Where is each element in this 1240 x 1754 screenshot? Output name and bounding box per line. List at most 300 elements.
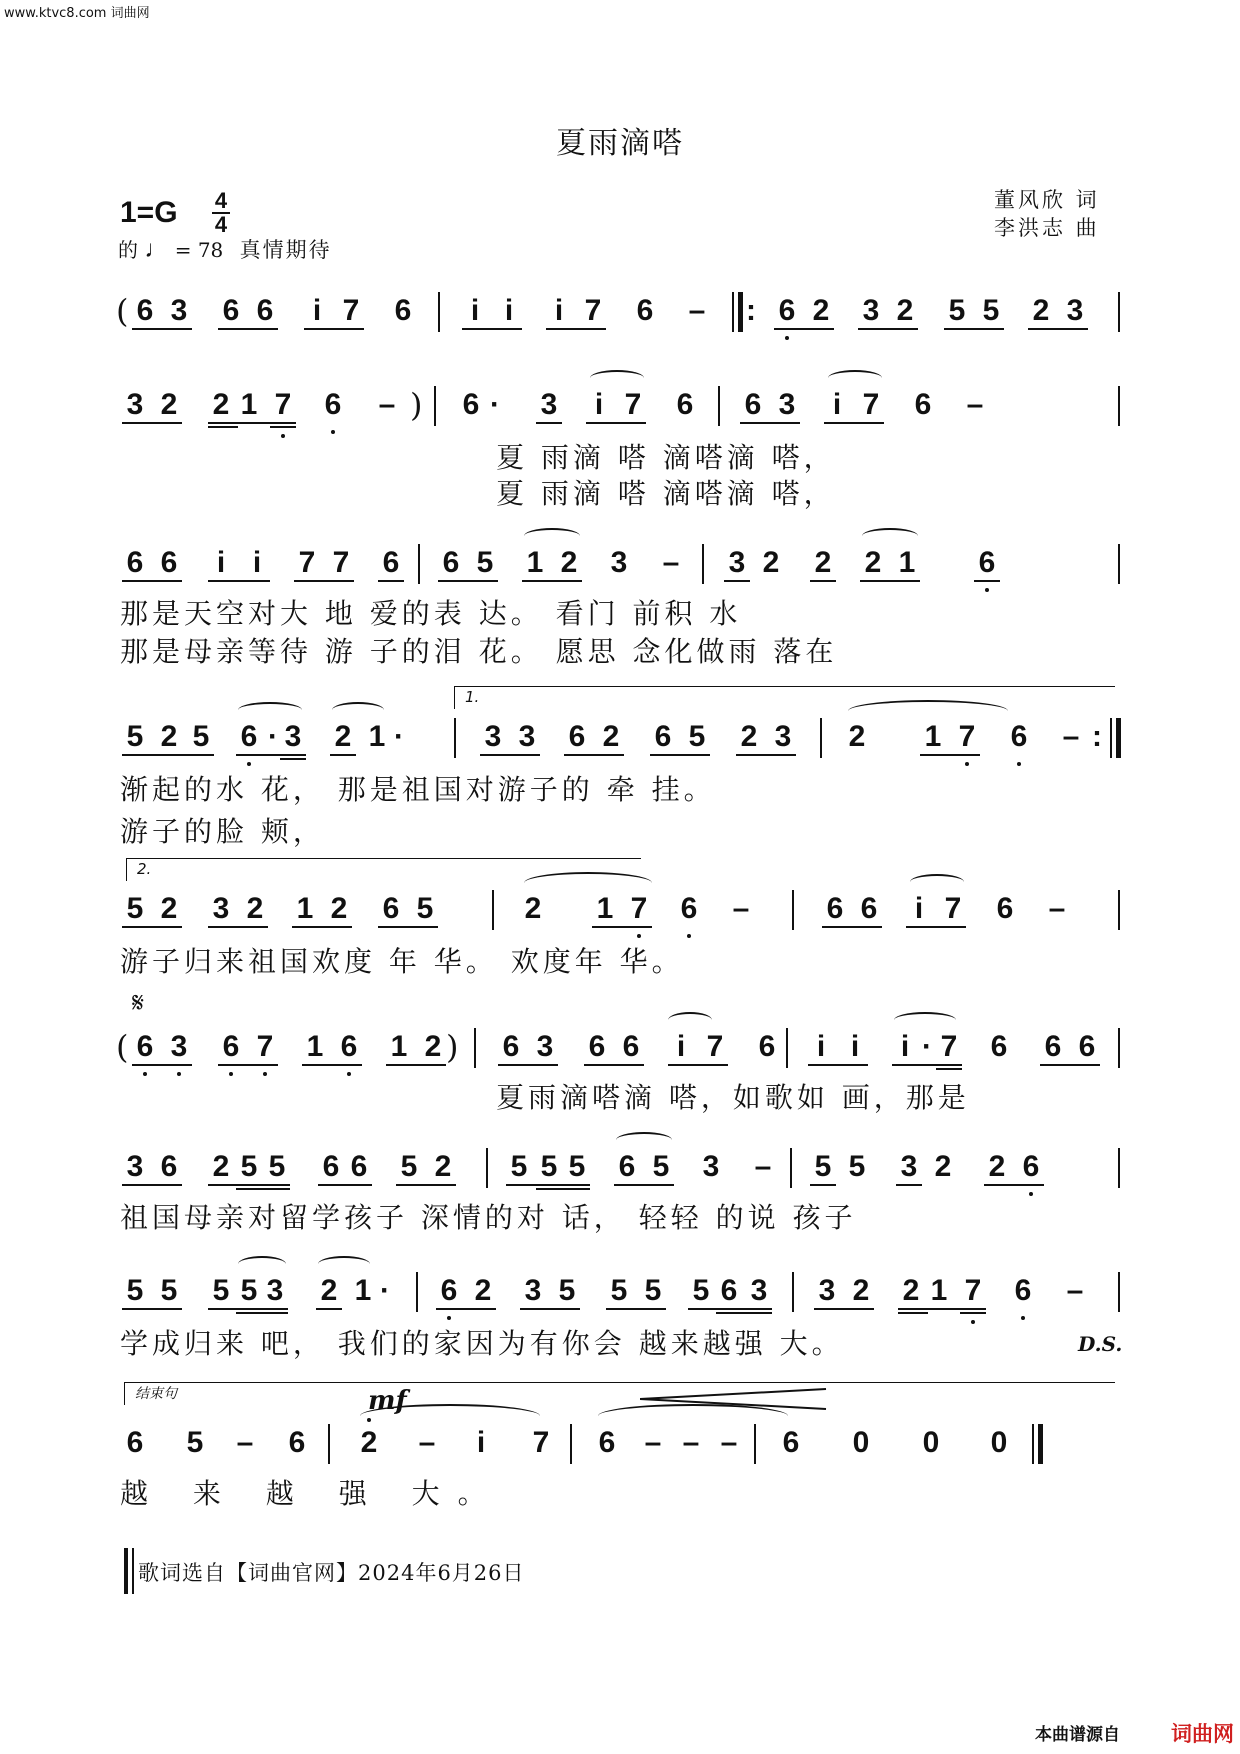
note: 2 bbox=[762, 546, 780, 579]
low-dot bbox=[177, 1072, 181, 1076]
note: 2 bbox=[814, 546, 832, 579]
score-row-1 bbox=[116, 288, 1130, 334]
note: 7 bbox=[584, 294, 602, 327]
note: 7 bbox=[958, 720, 976, 753]
note: 0 bbox=[990, 1426, 1008, 1459]
volta-1-label: 1. bbox=[465, 688, 480, 706]
note: – bbox=[732, 892, 750, 925]
note: – bbox=[662, 546, 680, 579]
paren-open: ( bbox=[116, 1028, 129, 1066]
underline bbox=[650, 754, 710, 756]
note: 6 bbox=[568, 720, 586, 753]
note: i bbox=[470, 294, 480, 327]
underline bbox=[808, 1064, 868, 1066]
low-dot bbox=[1029, 1192, 1033, 1196]
note: i bbox=[312, 294, 322, 327]
underline-2 bbox=[960, 1312, 986, 1314]
note: 2 bbox=[848, 720, 866, 753]
note: 2 bbox=[246, 892, 264, 925]
slur bbox=[238, 1256, 286, 1272]
barline bbox=[792, 890, 794, 930]
low-dot bbox=[785, 336, 789, 340]
note: 6 bbox=[462, 388, 480, 421]
underline-2 bbox=[898, 1312, 928, 1314]
note: – bbox=[754, 1150, 772, 1183]
note: 6 bbox=[1010, 720, 1028, 753]
underline bbox=[668, 1064, 728, 1066]
note: 2 bbox=[334, 720, 352, 753]
note: 3 bbox=[536, 1030, 554, 1063]
note: 5 bbox=[610, 1274, 628, 1307]
note: 1 bbox=[924, 720, 942, 753]
note: 2 bbox=[160, 388, 178, 421]
note: 5 bbox=[848, 1150, 866, 1183]
note: i bbox=[216, 546, 226, 579]
lyric-line: 夏 雨滴 嗒 滴嗒滴 嗒， bbox=[496, 441, 836, 474]
note: 6 bbox=[160, 1150, 178, 1183]
underline bbox=[688, 1308, 772, 1310]
underline bbox=[824, 422, 884, 424]
note: 1 bbox=[930, 1274, 948, 1307]
lyrics-row-8 bbox=[120, 1326, 1130, 1362]
note: 7 bbox=[964, 1274, 982, 1307]
note: 6 bbox=[440, 1274, 458, 1307]
lyrics-row-6 bbox=[120, 1080, 1130, 1116]
underline bbox=[132, 328, 192, 330]
note: i bbox=[252, 546, 262, 579]
note: · bbox=[268, 720, 278, 753]
note: 3 bbox=[610, 546, 628, 579]
slur bbox=[668, 1012, 712, 1028]
note: 5 bbox=[240, 1150, 258, 1183]
slur bbox=[616, 1132, 672, 1148]
underline bbox=[522, 580, 582, 582]
underline bbox=[860, 580, 920, 582]
lyric-line: 游子归来祖国欢度 年 华。 欢度年 华。 bbox=[120, 945, 684, 978]
underline bbox=[498, 1064, 558, 1066]
barline bbox=[474, 1028, 476, 1068]
note: 1 bbox=[390, 1030, 408, 1063]
lyric-line: 那是天空对大 地 爱的表 达。 看门 前积 水 bbox=[120, 597, 742, 630]
underline bbox=[822, 926, 882, 928]
note: 6 bbox=[394, 294, 412, 327]
barline bbox=[570, 1424, 572, 1464]
low-dot bbox=[229, 1072, 233, 1076]
note: i bbox=[676, 1030, 686, 1063]
underline bbox=[896, 1184, 922, 1186]
note: 3 bbox=[126, 1150, 144, 1183]
underline bbox=[208, 580, 270, 582]
note: 3 bbox=[900, 1150, 918, 1183]
note: 3 bbox=[778, 388, 796, 421]
note: – bbox=[966, 388, 984, 421]
note: 6 bbox=[256, 294, 274, 327]
note: 2 bbox=[902, 1274, 920, 1307]
slur bbox=[524, 872, 652, 894]
note: 5 bbox=[476, 546, 494, 579]
note: 3 bbox=[540, 388, 558, 421]
note: i bbox=[850, 1030, 860, 1063]
low-dot bbox=[263, 1072, 267, 1076]
barline bbox=[328, 1424, 330, 1464]
note: 5 bbox=[126, 892, 144, 925]
note: 5 bbox=[644, 1274, 662, 1307]
note: 3 bbox=[484, 720, 502, 753]
note: 6 bbox=[826, 892, 844, 925]
underline-2 bbox=[236, 1312, 288, 1314]
underline bbox=[292, 926, 352, 928]
barline bbox=[718, 386, 720, 426]
note: 3 bbox=[728, 546, 746, 579]
slur bbox=[332, 702, 384, 718]
note: 7 bbox=[342, 294, 360, 327]
volta-2-label: 2. bbox=[137, 860, 152, 878]
barline bbox=[454, 718, 456, 758]
note: 6 bbox=[588, 1030, 606, 1063]
note: 6 bbox=[914, 388, 932, 421]
note: 3 bbox=[818, 1274, 836, 1307]
note: 7 bbox=[532, 1426, 550, 1459]
note: 3 bbox=[524, 1274, 542, 1307]
underline bbox=[294, 580, 354, 582]
note: 5 bbox=[814, 1150, 832, 1183]
repeat-end-barline bbox=[1116, 718, 1121, 758]
note: 6 bbox=[442, 546, 460, 579]
source-label: 本曲谱源自 bbox=[1035, 1725, 1120, 1745]
note: 1 bbox=[596, 892, 614, 925]
note: 2 bbox=[212, 388, 230, 421]
note: i bbox=[476, 1426, 486, 1459]
note: 7 bbox=[944, 892, 962, 925]
slur bbox=[360, 1404, 540, 1428]
repeat-start-barline bbox=[738, 292, 743, 332]
note: 5 bbox=[192, 720, 210, 753]
underline bbox=[218, 328, 278, 330]
underline bbox=[920, 754, 980, 756]
note: 6 bbox=[136, 1030, 154, 1063]
note: 2 bbox=[740, 720, 758, 753]
note: i bbox=[554, 294, 564, 327]
note: · bbox=[490, 388, 500, 421]
note: 1 bbox=[526, 546, 544, 579]
underline bbox=[208, 1308, 288, 1310]
low-dot bbox=[637, 934, 641, 938]
underline bbox=[740, 422, 800, 424]
note: 7 bbox=[256, 1030, 274, 1063]
note: 3 bbox=[212, 892, 230, 925]
underline bbox=[122, 926, 182, 928]
footer-bar-thin bbox=[132, 1548, 134, 1594]
slur bbox=[590, 370, 644, 386]
key-signature: 1=G bbox=[120, 196, 178, 229]
note: 6 bbox=[1078, 1030, 1096, 1063]
note: 2 bbox=[474, 1274, 492, 1307]
underline-2 bbox=[208, 426, 238, 428]
note: 3 bbox=[702, 1150, 720, 1183]
note: 6 bbox=[598, 1426, 616, 1459]
site-logo[interactable]: 词曲网 bbox=[1171, 1722, 1234, 1746]
note: · bbox=[380, 1274, 390, 1307]
underline bbox=[304, 328, 364, 330]
score-row-2 bbox=[120, 382, 1130, 428]
note: 5 bbox=[240, 1274, 258, 1307]
note: 6 bbox=[1022, 1150, 1040, 1183]
barline bbox=[416, 1272, 418, 1312]
note: 5 bbox=[540, 1150, 558, 1183]
note: 7 bbox=[624, 388, 642, 421]
note: 6 bbox=[622, 1030, 640, 1063]
low-dot bbox=[347, 1072, 351, 1076]
lyric-line: 游子的脸 颊， bbox=[120, 815, 325, 848]
underline bbox=[208, 926, 268, 928]
underline bbox=[1028, 328, 1088, 330]
note: 2 bbox=[320, 1274, 338, 1307]
underline bbox=[774, 328, 834, 330]
note: 6 bbox=[350, 1150, 368, 1183]
score-row-4 bbox=[120, 714, 1130, 760]
note: 2 bbox=[812, 294, 830, 327]
note: 5 bbox=[948, 294, 966, 327]
note: i bbox=[832, 388, 842, 421]
note: 6 bbox=[636, 294, 654, 327]
note: 5 bbox=[568, 1150, 586, 1183]
barline bbox=[418, 544, 420, 584]
underline bbox=[614, 1184, 674, 1186]
note: 2 bbox=[424, 1030, 442, 1063]
note: · bbox=[922, 1030, 932, 1063]
slur bbox=[910, 874, 964, 890]
note: 6 bbox=[1044, 1030, 1062, 1063]
note: 7 bbox=[298, 546, 316, 579]
note: 6 bbox=[618, 1150, 636, 1183]
note: 5 bbox=[126, 1274, 144, 1307]
note: – bbox=[682, 1426, 700, 1459]
underline bbox=[378, 580, 404, 582]
note: – bbox=[644, 1426, 662, 1459]
slur bbox=[238, 702, 302, 718]
underline bbox=[236, 754, 306, 756]
time-sig-top: 4 bbox=[214, 188, 228, 213]
underline bbox=[208, 1184, 290, 1186]
underline bbox=[132, 1064, 192, 1066]
note: 6 bbox=[502, 1030, 520, 1063]
note: 3 bbox=[284, 720, 302, 753]
low-dot bbox=[1017, 762, 1021, 766]
note: 2 bbox=[330, 892, 348, 925]
underline bbox=[906, 926, 966, 928]
underline bbox=[814, 1308, 874, 1310]
barline bbox=[820, 718, 822, 758]
underline-2 bbox=[270, 426, 296, 428]
note: 3 bbox=[170, 294, 188, 327]
note: 5 bbox=[212, 1274, 230, 1307]
note: 3 bbox=[518, 720, 536, 753]
note: 2 bbox=[602, 720, 620, 753]
note: 6 bbox=[322, 1150, 340, 1183]
lyric-line: 夏 雨滴 嗒 滴嗒滴 嗒， bbox=[496, 477, 836, 510]
barline bbox=[1118, 386, 1120, 426]
note: 7 bbox=[332, 546, 350, 579]
lyrics-row-2a bbox=[120, 440, 1130, 476]
paren-close: ) bbox=[446, 1028, 459, 1066]
slur bbox=[828, 370, 882, 386]
lyric-line: 越 来 越 强 大。 bbox=[120, 1477, 504, 1510]
ending-label: 结束句 bbox=[135, 1386, 177, 1402]
barline bbox=[486, 1148, 488, 1188]
barline bbox=[492, 890, 494, 930]
score-row-5 bbox=[120, 886, 1130, 932]
underline-2 bbox=[280, 758, 306, 760]
note: 1 bbox=[306, 1030, 324, 1063]
note: 6 bbox=[860, 892, 878, 925]
lyricist-credit: 董风欣 词 bbox=[994, 188, 1100, 212]
slur bbox=[524, 528, 580, 544]
underline bbox=[386, 1064, 446, 1066]
note: 6 bbox=[382, 546, 400, 579]
low-dot bbox=[143, 1072, 147, 1076]
note: 5 bbox=[982, 294, 1000, 327]
lyrics-row-3a bbox=[120, 596, 1130, 632]
score-row-3 bbox=[120, 540, 1130, 586]
note: 2 bbox=[160, 892, 178, 925]
note: 6 bbox=[978, 546, 996, 579]
note: 0 bbox=[852, 1426, 870, 1459]
note: 7 bbox=[706, 1030, 724, 1063]
low-dot bbox=[447, 1316, 451, 1320]
note: – bbox=[418, 1426, 436, 1459]
slur bbox=[318, 1256, 370, 1272]
note: 6 bbox=[340, 1030, 358, 1063]
paren-open: ( bbox=[116, 292, 129, 330]
lyric-line: 祖国母亲对留学孩子 深情的对 话， 轻轻 的说 孩子 bbox=[120, 1201, 857, 1234]
segno-sign: 𝄋 bbox=[132, 986, 145, 1019]
note: – bbox=[236, 1426, 254, 1459]
barline bbox=[792, 1272, 794, 1312]
low-dot bbox=[971, 1320, 975, 1324]
footer-bar-thick bbox=[124, 1548, 128, 1594]
underline bbox=[898, 1308, 986, 1310]
note: 6 bbox=[222, 294, 240, 327]
song-title: 夏雨滴嗒 bbox=[556, 126, 684, 161]
note: 6 bbox=[758, 1030, 776, 1063]
note: 5 bbox=[652, 1150, 670, 1183]
underline bbox=[810, 1184, 836, 1186]
note: – bbox=[378, 388, 396, 421]
note: 2 bbox=[360, 1426, 378, 1459]
tempo-value: = 78 bbox=[174, 238, 224, 262]
lyrics-row-2b bbox=[120, 476, 1130, 512]
lyrics-row-4b bbox=[120, 814, 1130, 850]
barline bbox=[434, 386, 436, 426]
note: 2 bbox=[1032, 294, 1050, 327]
score-row-7 bbox=[120, 1144, 1130, 1190]
barline bbox=[1032, 1424, 1034, 1464]
note: 2 bbox=[896, 294, 914, 327]
note: 6 bbox=[744, 388, 762, 421]
note: 2 bbox=[934, 1150, 952, 1183]
note: 6 bbox=[778, 294, 796, 327]
barline bbox=[732, 292, 734, 332]
note: 5 bbox=[186, 1426, 204, 1459]
underline bbox=[316, 1308, 342, 1310]
note: 7 bbox=[862, 388, 880, 421]
time-sig-bottom: 4 bbox=[214, 212, 228, 237]
lyrics-row-7 bbox=[120, 1200, 1130, 1236]
underline bbox=[302, 1064, 362, 1066]
underline bbox=[984, 1184, 1044, 1186]
note: 3 bbox=[266, 1274, 284, 1307]
barline bbox=[1110, 718, 1112, 758]
lyrics-row-4a bbox=[120, 772, 1130, 808]
underline bbox=[546, 328, 606, 330]
underline bbox=[1040, 1064, 1100, 1066]
underline bbox=[330, 754, 356, 756]
footer-note: 歌词选自【词曲官网】2024年6月26日 bbox=[138, 1561, 525, 1585]
note: 2 bbox=[560, 546, 578, 579]
repeat-colon: : bbox=[1092, 720, 1102, 753]
note: 2 bbox=[434, 1150, 452, 1183]
barline bbox=[1118, 292, 1120, 332]
underline bbox=[520, 1308, 580, 1310]
note: 6 bbox=[160, 546, 178, 579]
barline bbox=[438, 292, 440, 332]
tempo-expression: 真情期待 bbox=[239, 238, 332, 262]
note: 2 bbox=[864, 546, 882, 579]
score-row-9 bbox=[120, 1420, 1130, 1466]
note: 1 bbox=[296, 892, 314, 925]
composer-credit: 李洪志 曲 bbox=[994, 216, 1100, 240]
underline-2 bbox=[536, 1188, 590, 1190]
note: 5 bbox=[268, 1150, 286, 1183]
low-dot bbox=[1021, 1316, 1025, 1320]
underline bbox=[208, 422, 296, 424]
underline bbox=[218, 1064, 278, 1066]
tempo-prefix: 的 bbox=[118, 238, 138, 262]
underline bbox=[944, 328, 1004, 330]
note: – bbox=[720, 1426, 738, 1459]
note: 1 bbox=[240, 388, 258, 421]
underline bbox=[122, 1184, 182, 1186]
note: 6 bbox=[126, 1426, 144, 1459]
underline-2 bbox=[236, 1188, 290, 1190]
note: – bbox=[1062, 720, 1080, 753]
underline bbox=[606, 1308, 666, 1310]
low-dot bbox=[331, 430, 335, 434]
barline bbox=[1118, 1148, 1120, 1188]
note: 3 bbox=[170, 1030, 188, 1063]
note: 3 bbox=[126, 388, 144, 421]
note: 3 bbox=[1066, 294, 1084, 327]
note: 6 bbox=[136, 294, 154, 327]
underline bbox=[858, 328, 918, 330]
barline bbox=[1118, 1272, 1120, 1312]
note: 2 bbox=[988, 1150, 1006, 1183]
underline bbox=[122, 754, 214, 756]
underline bbox=[892, 1064, 962, 1066]
underline bbox=[592, 926, 652, 928]
barline bbox=[1118, 1028, 1120, 1068]
slur bbox=[848, 700, 1008, 722]
note: 2 bbox=[524, 892, 542, 925]
low-dot bbox=[965, 762, 969, 766]
note: 1 bbox=[898, 546, 916, 579]
note: 6 bbox=[782, 1426, 800, 1459]
score-row-8 bbox=[120, 1268, 1130, 1314]
underline bbox=[122, 1308, 182, 1310]
note: i bbox=[900, 1030, 910, 1063]
barline bbox=[754, 1424, 756, 1464]
note: 6 bbox=[222, 1030, 240, 1063]
